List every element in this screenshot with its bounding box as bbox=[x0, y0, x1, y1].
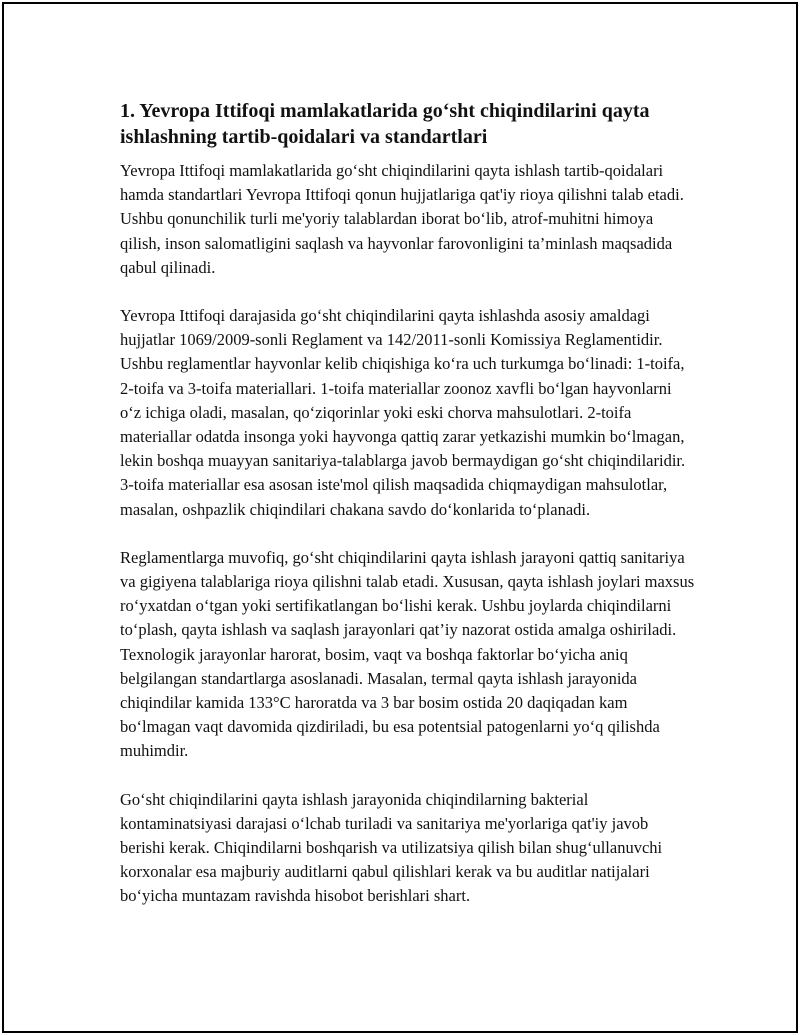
document-page bbox=[2, 2, 798, 1033]
paragraph-4: Go‘sht chiqindilarini qayta ishlash jarayonida chiqindilarning bakterial kontaminatsiyasi darajasi o‘lchab turiladi va sanitariya me'yorlariga qat'iy javob berishi kerak. Chiqindilarni boshqarish va utilizatsiya qilish bilan shug‘ullanuvchi korxonalar esa majburiy auditlarni qabul qilishlari kerak va bu auditlar natijalari bo‘yicha muntazam ravishda hisobot berishlari shart. bbox=[120, 789, 663, 906]
paragraph-3: Reglamentlarga muvofiq, go‘sht chiqindilarini qayta ishlash jarayoni qattiq sanitariya va gigiyena talablariga rioya qilishni talab etadi. Xususan, qayta ishlash joylari maxsus ro‘yxatdan o‘tgan yoki sertifikatlangan bo‘lishi kerak. Ushbu joylarda chiqindilarni to‘plash, qayta ishlash va saqlash jarayonlari qat’iy nazorat ostida amalga oshiriladi. Texnologik jarayonlar harorat, bosim, vaqt va boshqa faktorlar bo‘yicha aniq belgilangan standartlarga asoslanadi. Masalan, termal qayta ishlash jarayonida chiqindilar kamida 133°C haroratda va 3 bar bosim ostida 20 daqiqadan kam bo‘lmagan vaqt davomida qizdiriladi, bu esa potentsial patogenlarni yo‘q qilishda muhimdir. bbox=[120, 547, 695, 761]
paragraph-2: Yevropa Ittifoqi darajasida go‘sht chiqindilarini qayta ishlashda asosiy amaldagi hujjatlar 1069/2009-sonli Reglament va 142/2011-sonli Komissiya Reglamentidir. Ushbu reglamentlar hayvonlar kelib chiqishiga ko‘ra uch turkumga bo‘linadi: 1-toifa, 2-toifa va 3-toifa materiallari. 1-toifa materiallar zoonoz xavfli bo‘lgan hayvonlarni o‘z ichiga oladi, masalan, qo‘ziqorinlar yoki eski chorva mahsulotlari. 2-toifa materiallar odatda insonga yoki hayvonga qattiq zarar yetkazishi mumkin bo‘lmagan, lekin boshqa muayyan sanitariya-talablarga javob bermaydigan go‘sht chiqindilaridir. 3-toifa materiallar esa asosan iste'mol qilish maqsadida chiqmaydigan mahsulotlar, masalan, oshpazlik chiqindilari chakana savdo do‘konlarida to‘planadi. bbox=[120, 306, 686, 519]
document-body bbox=[120, 98, 696, 933]
paragraph-1: Yevropa Ittifoqi mamlakatlarida go‘sht chiqindilarini qayta ishlash tartib-qoidalari hamda standartlari Yevropa Ittifoqi qonun hujjatlariga qat'iy rioya qilishni talab etadi. Ushbu qonunchilik turli me'yoriy talablardan iborat bo‘lib, atrof-muhitni himoya qilish, inson salomatligini saqlash va hayvonlar farovonligini ta’minlash maqsadida qabul qilinadi. bbox=[120, 161, 684, 277]
section-heading: 1. Yevropa Ittifoqi mamlakatlarida go‘sht chiqindilarini qayta ishlashning tartib-qoidalari va standartlari bbox=[120, 100, 650, 148]
